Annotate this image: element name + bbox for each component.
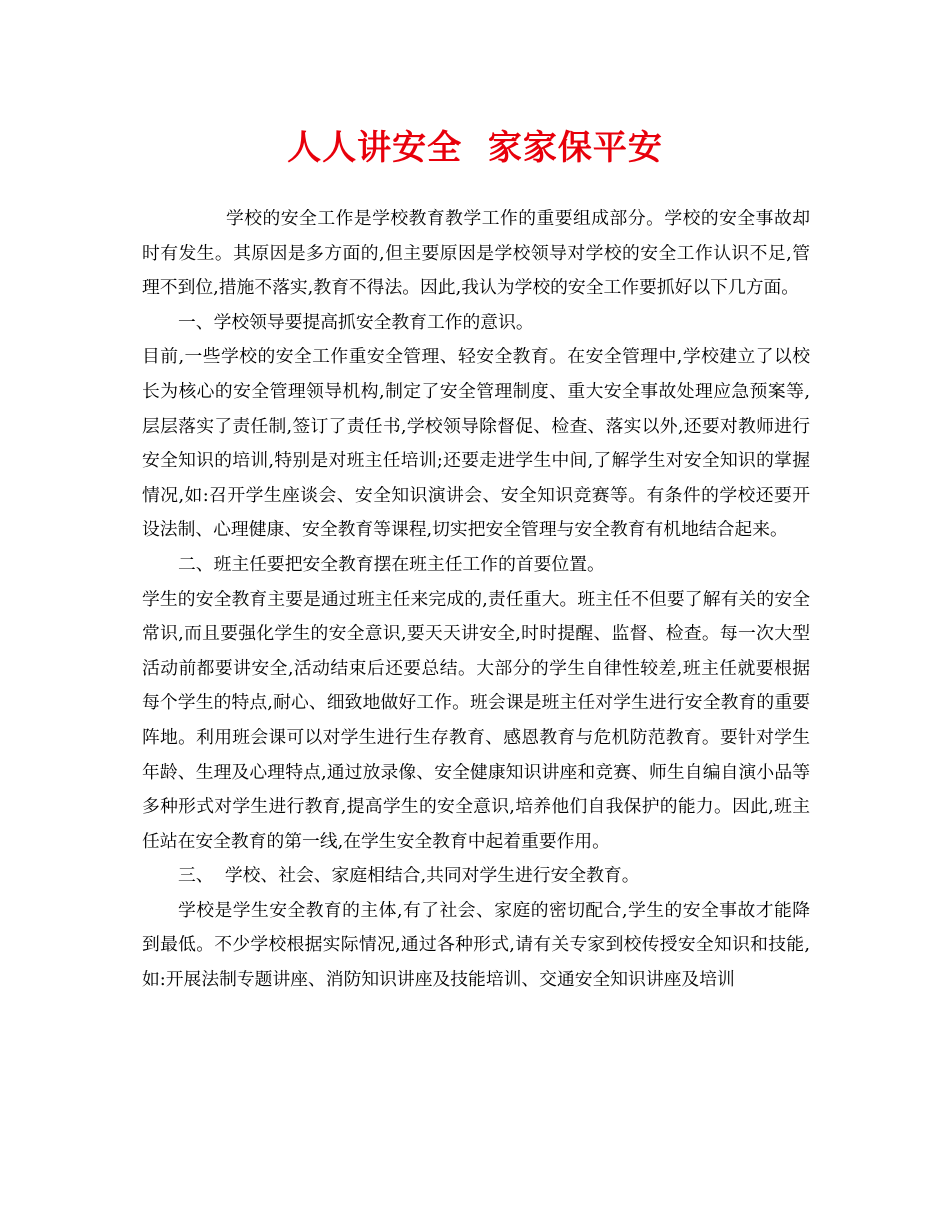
document-body <box>142 202 810 998</box>
document-title: 人人讲安全 家家保平安 <box>287 128 663 168</box>
section-1-paragraph: 目前,一些学校的安全工作重安全管理、轻安全教育。在安全管理中,学校建立了以校长为核心的安全管理领导机构,制定了安全管理制度、重大安全事故处理应急预案等,层层落实了责任制,签订了责任书,学校领导除督促、检查、落实以外,还要对教师进行安全知识的培训,特别是对班主任培训;还要走进学生中间,了解学生对安全知识的掌握情况,如:召开学生座谈会、安全知识演讲会、安全知识竞赛等。有条件的学校还要开设法制、心理健康、安全教育等课程,切实把安全管理与安全教育有机地结合起来。 <box>142 346 810 541</box>
intro-paragraph: 学校的安全工作是学校教育教学工作的重要组成部分。学校的安全事故却时有发生。其原因是多方面的,但主要原因是学校领导对学校的安全工作认识不足,管理不到位,措施不落实,教育不得法。因此,我认为学校的安全工作要抓好以下几方面。 <box>142 208 810 299</box>
section-heading-1: 一、学校领导要提高抓安全教育工作的意识。 <box>178 311 534 333</box>
section-3-paragraph: 学校是学生安全教育的主体,有了社会、家庭的密切配合,学生的安全事故才能降到最低。不少学校根据实际情况,通过各种形式,请有关专家到校传授安全知识和技能,如:开展法制专题讲座、消防知识讲座及技能培训、交通安全知识讲座及培训 <box>142 899 810 991</box>
section-2-paragraph: 学生的安全教育主要是通过班主任来完成的,责任重大。班主任不但要了解有关的安全常识,而且要强化学生的安全意识,要天天讲安全,时时提醒、监督、检查。每一次大型活动前都要讲安全,活动结束后还要总结。大部分的学生自律性较差,班主任就要根据每个学生的特点,耐心、细致地做好工作。班会课是班主任对学生进行安全教育的重要阵地。利用班会课可以对学生进行生存教育、感恩教育与危机防范教育。要针对学生年龄、生理及心理特点,通过放录像、安全健康知识讲座和竞赛、师生自编自演小品等多种形式对学生进行教育,提高学生的安全意识,培养他们自我保护的能力。因此,班主任站在安全教育的第一线,在学生安全教育中起着重要作用。 <box>142 588 810 852</box>
section-heading-3: 三、 学校、社会、家庭相结合,共同对学生进行安全教育。 <box>178 865 640 887</box>
section-heading-2: 二、班主任要把安全教育摆在班主任工作的首要位置。 <box>178 553 605 575</box>
